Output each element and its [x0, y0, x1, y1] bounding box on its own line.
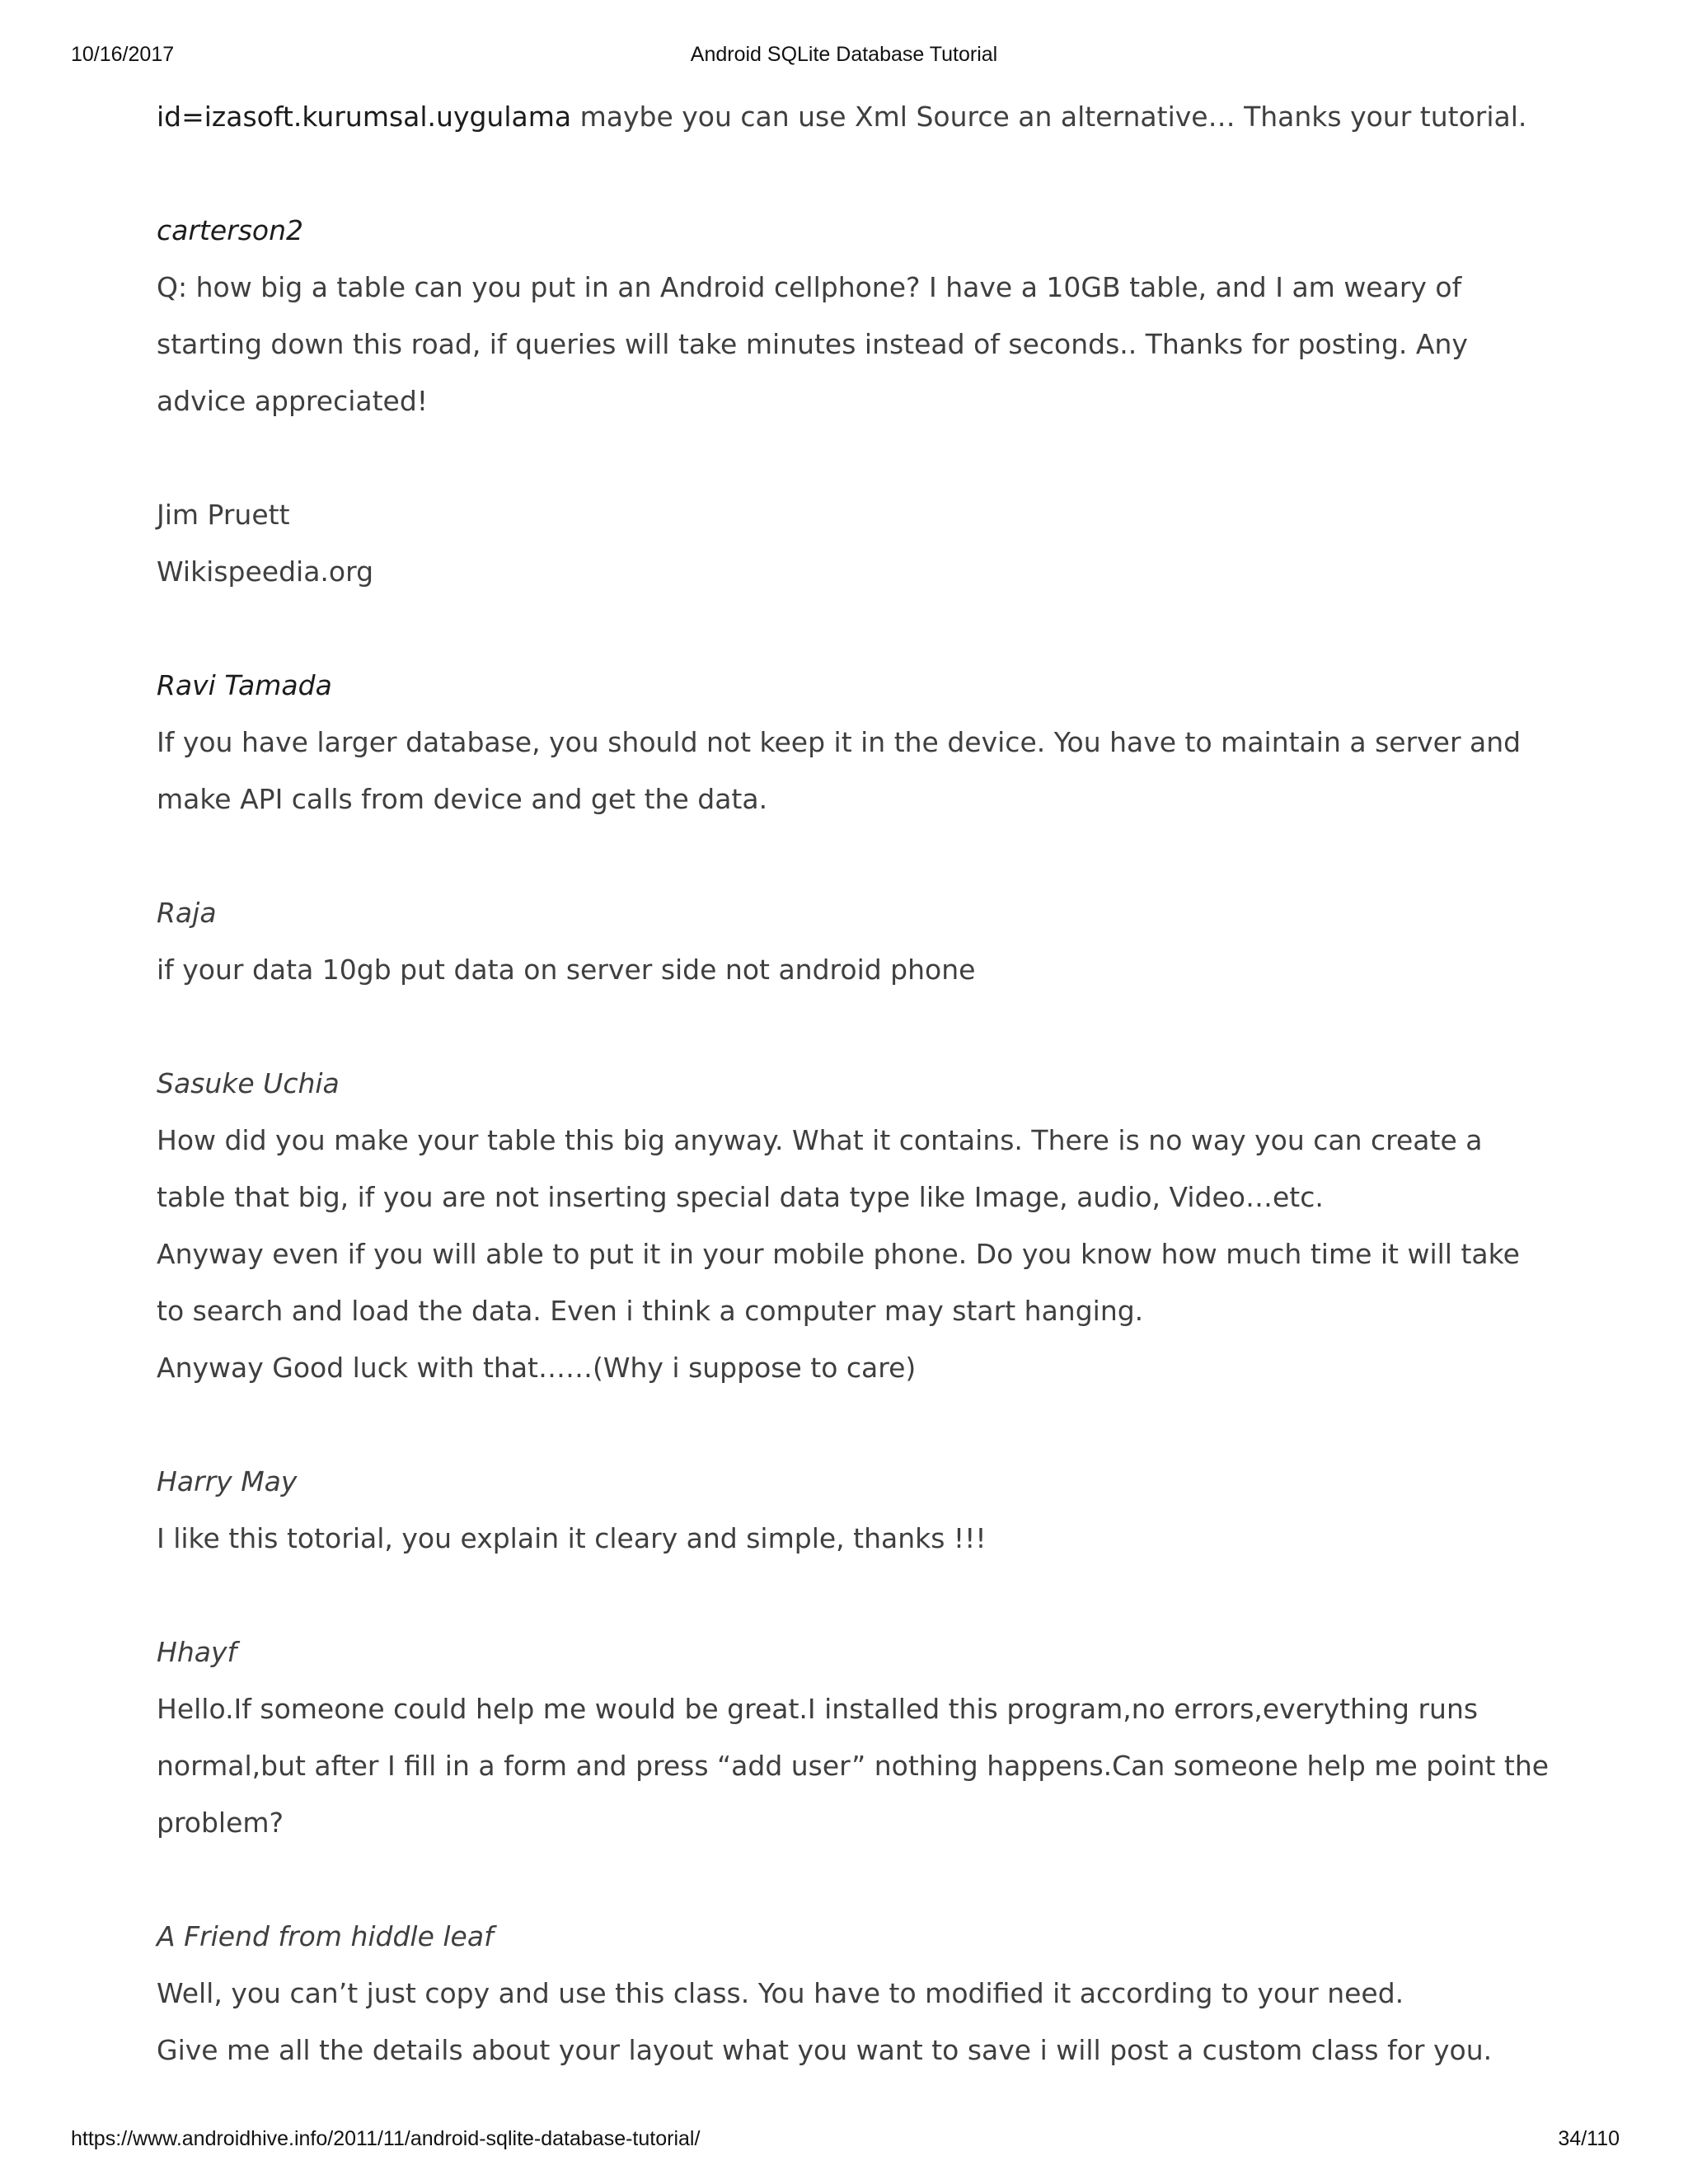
comment-author: Ravi Tamada — [157, 669, 332, 701]
page-number: 34/110 — [1558, 2127, 1620, 2150]
comment-line: Wikispeedia.org — [157, 555, 374, 588]
comment-line: problem? — [157, 1807, 284, 1839]
spacer — [157, 145, 1566, 202]
spacer — [157, 1851, 1566, 1908]
comment-line: advice appreciated! — [157, 385, 429, 417]
comment-line: Give me all the details about your layout what you want to save i will post a custom class for you. — [157, 2034, 1493, 2066]
print-header — [0, 43, 1688, 71]
spacer — [157, 429, 1566, 486]
comment-line: if your data 10gb put data on server side not android phone — [157, 954, 976, 986]
spacer — [157, 1396, 1566, 1453]
app-id-link[interactable]: id=izasoft.kurumsal.uygulama — [157, 101, 572, 133]
comment-author: Hhayf — [157, 1636, 237, 1668]
comments-section — [157, 88, 1566, 2079]
page-title: Android SQLite Database Tutorial — [690, 43, 998, 66]
comment-line: Anyway even if you will able to put it in your mobile phone. Do you know how much time it will take — [157, 1238, 1520, 1270]
comment-line: Anyway Good luck with that……(Why i suppose to care) — [157, 1352, 917, 1384]
comment-line: If you have larger database, you should not keep it in the device. You have to maintain a server and — [157, 726, 1522, 758]
comment-author: A Friend from hiddle leaf — [157, 1920, 494, 1952]
spacer — [157, 600, 1566, 657]
comment-author: Raja — [157, 897, 217, 929]
comment-line: Q: how big a table can you put in an Android cellphone? I have a 10GB table, and I am weary of — [157, 271, 1462, 303]
print-footer — [0, 2127, 1688, 2155]
spacer — [157, 1567, 1566, 1624]
comment-line: Hello.If someone could help me would be great.I installed this program,no errors,everything runs — [157, 1693, 1479, 1725]
spacer — [157, 998, 1566, 1055]
spacer — [157, 827, 1566, 884]
comment-line: I like this totorial, you explain it cleary and simple, thanks !!! — [157, 1522, 987, 1554]
print-date: 10/16/2017 — [71, 43, 175, 66]
comment-line: How did you make your table this big anyway. What it contains. There is no way you can create a — [157, 1124, 1483, 1156]
comment-author: Sasuke Uchia — [157, 1067, 340, 1099]
comment-line: table that big, if you are not inserting special data type like Image, audio, Video…etc. — [157, 1181, 1324, 1213]
comment-author: carterson2 — [157, 214, 304, 246]
comment-line: starting down this road, if queries will take minutes instead of seconds.. Thanks for posting. Any — [157, 328, 1468, 360]
comment-line: to search and load the data. Even i think a computer may start hanging. — [157, 1295, 1144, 1327]
comment-line: Jim Pruett — [157, 499, 290, 531]
page-url: https://www.androidhive.info/2011/11/android-sqlite-database-tutorial/ — [71, 2127, 701, 2150]
comment-line: make API calls from device and get the data. — [157, 783, 768, 815]
comment-line: normal,but after I fill in a form and press “add user” nothing happens.Can someone help me point the — [157, 1750, 1550, 1782]
intro-text: maybe you can use Xml Source an alternative… Thanks your tutorial. — [571, 101, 1527, 133]
comment-line: Well, you can’t just copy and use this class. You have to modified it according to your need. — [157, 1977, 1404, 2009]
comment-author: Harry May — [157, 1465, 298, 1497]
intro-line — [157, 88, 1566, 145]
